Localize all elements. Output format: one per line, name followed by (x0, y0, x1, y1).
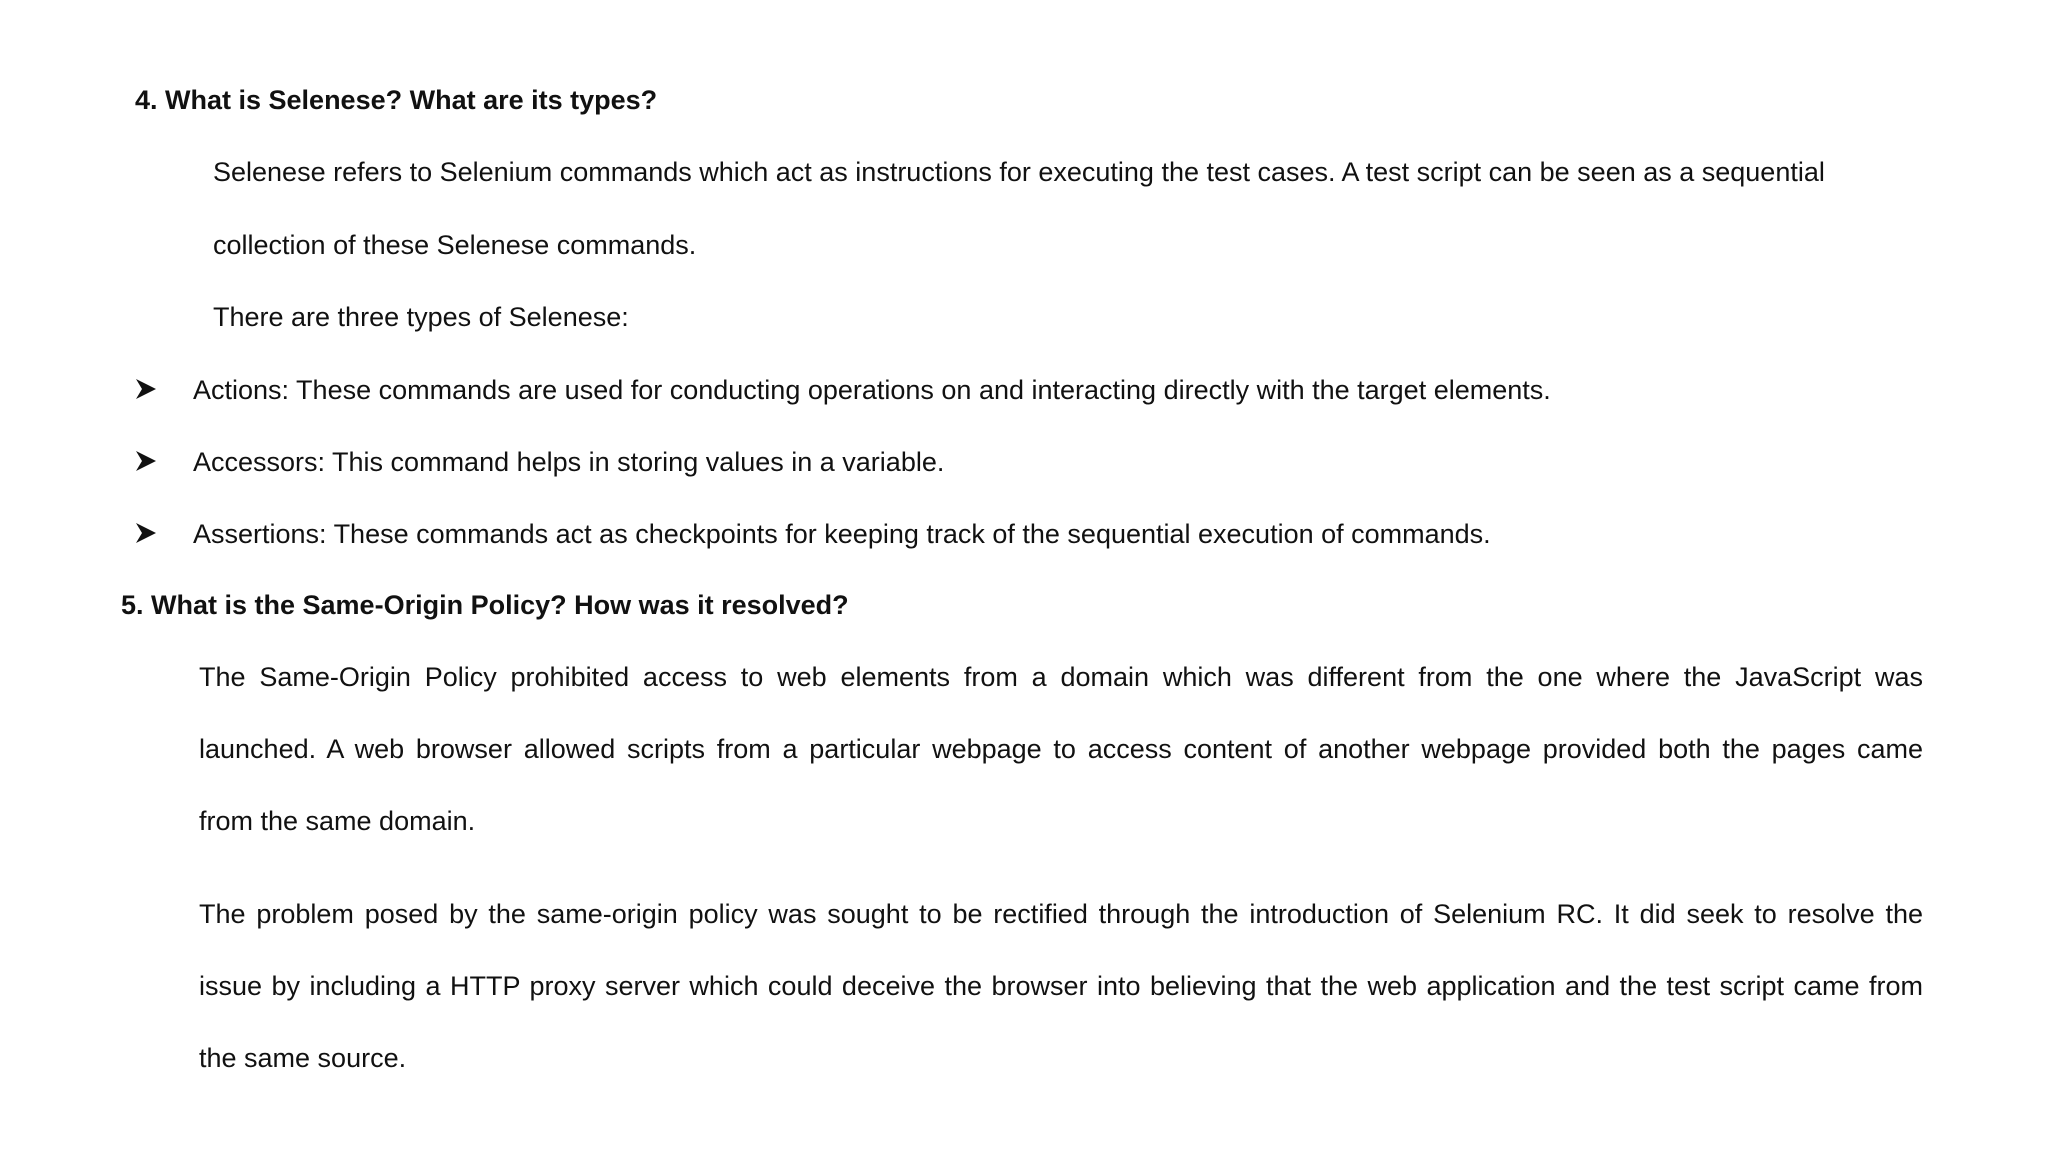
bullet-item-assertions: Assertions: These commands act as checkpoints for keeping track of the sequential execution of commands. (193, 519, 1491, 549)
bullet-item-actions: Actions: These commands are used for conducting operations on and interacting directly with the target elements. (193, 375, 1551, 405)
arrowhead-bullet-icon (134, 449, 158, 473)
q5-para2-line-2: issue by including a HTTP proxy server which could deceive the browser into believing that the web application and the test script came from (199, 971, 1923, 1001)
question-5-heading: 5. What is the Same-Origin Policy? How was it resolved? (121, 590, 849, 620)
q5-para2-line-1: The problem posed by the same-origin policy was sought to be rectified through the introduction of Selenium RC. It did seek to resolve the (199, 899, 1923, 929)
bullet-item-accessors: Accessors: This command helps in storing values in a variable. (193, 447, 945, 477)
q4-types-intro: There are three types of Selenese: (213, 302, 629, 332)
q4-intro-line-1: Selenese refers to Selenium commands which act as instructions for executing the test cases. A test script can be seen as a sequential (213, 157, 1825, 187)
q5-para1-line-2: launched. A web browser allowed scripts from a particular webpage to access content of another webpage provided both the pages came (199, 734, 1923, 764)
q5-para1-line-3: from the same domain. (199, 806, 476, 836)
question-4-heading: 4. What is Selenese? What are its types? (135, 85, 658, 115)
q4-intro-line-2: collection of these Selenese commands. (213, 230, 697, 260)
arrowhead-bullet-icon (134, 521, 158, 545)
q5-para1-line-1: The Same-Origin Policy prohibited access to web elements from a domain which was different from the one where the JavaScript was (199, 662, 1923, 692)
arrowhead-bullet-icon (134, 377, 158, 401)
q5-para2-line-3: the same source. (199, 1043, 407, 1073)
